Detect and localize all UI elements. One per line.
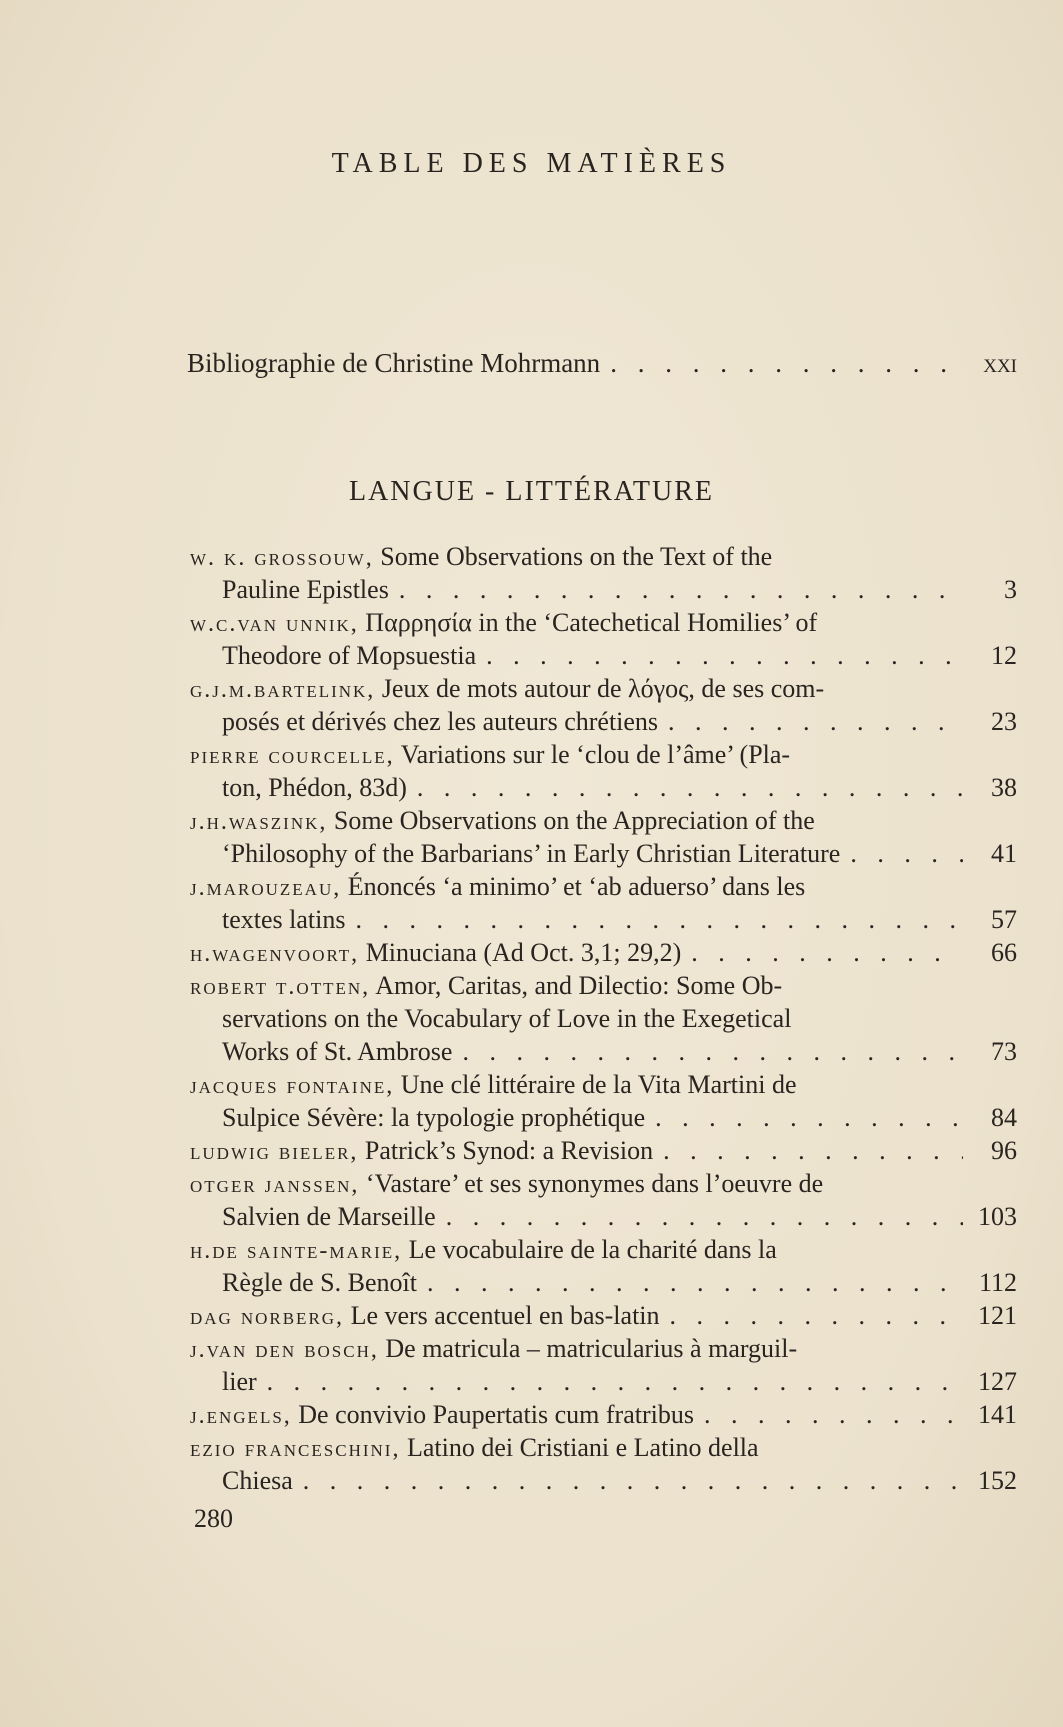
- entry-author: j.engels,: [190, 1403, 292, 1429]
- toc-entry-line: [190, 1200, 1017, 1233]
- entry-page: 141: [978, 1400, 1017, 1429]
- toc-entry-line: [190, 1233, 1017, 1266]
- entry-author: dag norberg,: [190, 1304, 345, 1330]
- entry-page: 12: [991, 641, 1017, 670]
- toc-entry-line: [190, 1068, 1017, 1101]
- toc-entry: [190, 804, 1017, 870]
- dot-leader: [668, 705, 963, 738]
- toc-entry-line: [190, 639, 1017, 672]
- entry-page: 66: [991, 938, 1017, 967]
- toc-entry-line: [190, 936, 1017, 969]
- entry-title: Some Observations on the Text of the: [373, 542, 773, 571]
- toc-entry: [190, 936, 1017, 969]
- entry-title-cont: Theodore of Mopsuestia: [222, 641, 477, 670]
- toc-entry: [190, 1431, 1017, 1497]
- dot-leader: [267, 1365, 963, 1398]
- entry-author: j.h.waszink,: [190, 809, 328, 835]
- bibliography-entry: [187, 348, 1017, 379]
- toc-entry: [190, 1068, 1017, 1134]
- toc-entry: [190, 606, 1017, 672]
- toc-entry-line: [190, 771, 1017, 804]
- dot-leader: [462, 1035, 963, 1068]
- entry-page: 103: [978, 1202, 1017, 1231]
- toc-entry-line: [190, 1431, 1017, 1464]
- entry-title-cont: Règle de S. Benoît: [222, 1268, 417, 1297]
- entry-page: 96: [991, 1136, 1017, 1165]
- dot-leader: [355, 903, 963, 936]
- entry-title: Jeux de mots autour de λόγος, de ses com-: [375, 674, 825, 703]
- dot-leader: [417, 771, 963, 804]
- entry-title: ‘Vastare’ et ses synonymes dans l’oeuvre de: [359, 1169, 824, 1198]
- toc-entry: [190, 870, 1017, 936]
- toc-entry-line: [190, 870, 1017, 903]
- entry-page: 23: [991, 707, 1017, 736]
- entry-title-cont: Pauline Epistles: [222, 575, 389, 604]
- entry-title: Énoncés ‘a minimo’ et ‘ab aduerso’ dans les: [341, 872, 806, 901]
- entry-title: Some Observations on the Appreciation of the: [327, 806, 815, 835]
- toc-entry: [190, 540, 1017, 606]
- entry-author: ezio franceschini,: [190, 1436, 401, 1462]
- entry-page: 127: [978, 1367, 1017, 1396]
- toc-entry-line: [190, 1101, 1017, 1134]
- toc-entry-line: [190, 903, 1017, 936]
- entry-page: 112: [978, 1268, 1017, 1297]
- entry-title-cont: ‘Philosophy of the Barbarians’ in Early Christian Literature: [222, 839, 841, 868]
- entry-author: g.j.m.bartelink,: [190, 677, 376, 703]
- entry-page: 41: [991, 839, 1017, 868]
- entry-author: ludwig bieler,: [190, 1139, 359, 1165]
- toc-entry-line: [190, 705, 1017, 738]
- entry-page: 152: [978, 1466, 1017, 1495]
- entry-author: h.wagenvoort,: [190, 941, 360, 967]
- toc-entry: [190, 1167, 1017, 1233]
- entry-author: pierre courcelle,: [190, 743, 395, 769]
- entry-author: otger janssen,: [190, 1172, 360, 1198]
- entry-title-cont: posés et dérivés chez les auteurs chrétiens: [222, 707, 659, 736]
- toc-entry-line: [190, 969, 1017, 1002]
- entry-page: 121: [978, 1301, 1017, 1330]
- toc-entry-line: [190, 1134, 1017, 1167]
- toc-entry: [190, 1134, 1017, 1167]
- toc-entry-line: [190, 837, 1017, 870]
- toc-entry: [190, 1233, 1017, 1299]
- entry-author: robert t.otten,: [190, 974, 371, 1000]
- dot-leader: [486, 639, 963, 672]
- entry-title: Patrick’s Synod: a Revision: [358, 1136, 654, 1165]
- entry-title: Le vers accentuel en bas-latin: [344, 1301, 660, 1330]
- toc-entry-line: [190, 606, 1017, 639]
- dot-leader: [670, 1299, 963, 1332]
- entry-page: 73: [991, 1037, 1017, 1066]
- toc-entry: [190, 1332, 1017, 1398]
- entry-page: 84: [991, 1103, 1017, 1132]
- section-heading: LANGUE - LITTÉRATURE: [348, 476, 715, 507]
- toc-entry: [190, 969, 1017, 1068]
- entry-author: j.marouzeau,: [190, 875, 342, 901]
- entry-page: 57: [991, 905, 1017, 934]
- entry-title: Minuciana (Ad Oct. 3,1; 29,2): [359, 938, 682, 967]
- entry-title: Amor, Caritas, and Dilectio: Some Ob-: [370, 971, 783, 1000]
- entry-author: w.c.van unnik,: [190, 611, 359, 637]
- toc-entry: [190, 738, 1017, 804]
- toc-entry: [190, 1398, 1017, 1431]
- page-number: 280: [194, 1504, 233, 1533]
- toc-entry-line: [190, 1299, 1017, 1332]
- bibliography-page: xxi: [983, 348, 1017, 378]
- toc-entry-line: [190, 1332, 1017, 1365]
- entry-title-cont: Salvien de Marseille: [222, 1202, 436, 1231]
- entry-author: w. k. grossouw,: [190, 545, 374, 571]
- entry-title-cont: Works of St. Ambrose: [222, 1037, 453, 1066]
- dot-leader: [427, 1266, 963, 1299]
- toc-entry: [190, 672, 1017, 738]
- dot-leader: [446, 1200, 963, 1233]
- entry-title: Le vocabulaire de la charité dans la: [402, 1235, 777, 1264]
- entry-title-cont: textes latins: [222, 905, 346, 934]
- toc-entry-line: [190, 672, 1017, 705]
- entry-title-cont: Sulpice Sévère: la typologie prophétique: [222, 1103, 646, 1132]
- toc-entry-line: [190, 804, 1017, 837]
- dot-leader: [691, 936, 963, 969]
- entry-title-cont: ton, Phédon, 83d): [222, 773, 407, 802]
- table-of-contents: [190, 540, 1017, 1497]
- toc-entry-line: [190, 573, 1017, 606]
- entry-title: Latino dei Cristiani e Latino della: [400, 1433, 759, 1462]
- entry-title: De matricula – matricularius à marguil-: [378, 1334, 798, 1363]
- toc-entry-line: [190, 1398, 1017, 1431]
- bibliography-text: Bibliographie de Christine Mohrmann: [187, 348, 601, 378]
- dot-leader: [850, 837, 963, 870]
- toc-entry-line: [190, 1464, 1017, 1497]
- toc-entry-line: [190, 738, 1017, 771]
- entry-title-cont: servations on the Vocabulary of Love in the Exegetical: [222, 1004, 792, 1033]
- entry-page: 38: [991, 773, 1017, 802]
- entry-title: Une clé littéraire de la Vita Martini de: [394, 1070, 797, 1099]
- entry-title-cont: lier: [222, 1367, 257, 1396]
- dot-leader: [704, 1398, 963, 1431]
- toc-entry-line: [190, 1002, 1017, 1035]
- entry-title: Παρρησία in the ‘Catechetical Homilies’ of: [358, 608, 818, 637]
- entry-page: 3: [1004, 575, 1017, 604]
- toc-entry-line: [190, 1365, 1017, 1398]
- dot-leader: [663, 1134, 963, 1167]
- entry-author: h.de sainte-marie,: [190, 1238, 403, 1264]
- toc-entry-line: [190, 540, 1017, 573]
- toc-entry-line: [190, 1035, 1017, 1068]
- entry-author: jacques fontaine,: [190, 1073, 395, 1099]
- page-title: TABLE DES MATIÈRES: [331, 148, 732, 179]
- dot-leader: [610, 348, 963, 379]
- toc-entry-line: [190, 1266, 1017, 1299]
- entry-title-cont: Chiesa: [222, 1466, 293, 1495]
- entry-title: De convivio Paupertatis cum fratribus: [291, 1400, 694, 1429]
- toc-entry-line: [190, 1167, 1017, 1200]
- dot-leader: [303, 1464, 963, 1497]
- entry-title: Variations sur le ‘clou de l’âme’ (Pla-: [394, 740, 791, 769]
- toc-entry: [190, 1299, 1017, 1332]
- entry-author: j.van den bosch,: [190, 1337, 379, 1363]
- dot-leader: [655, 1101, 963, 1134]
- dot-leader: [399, 573, 963, 606]
